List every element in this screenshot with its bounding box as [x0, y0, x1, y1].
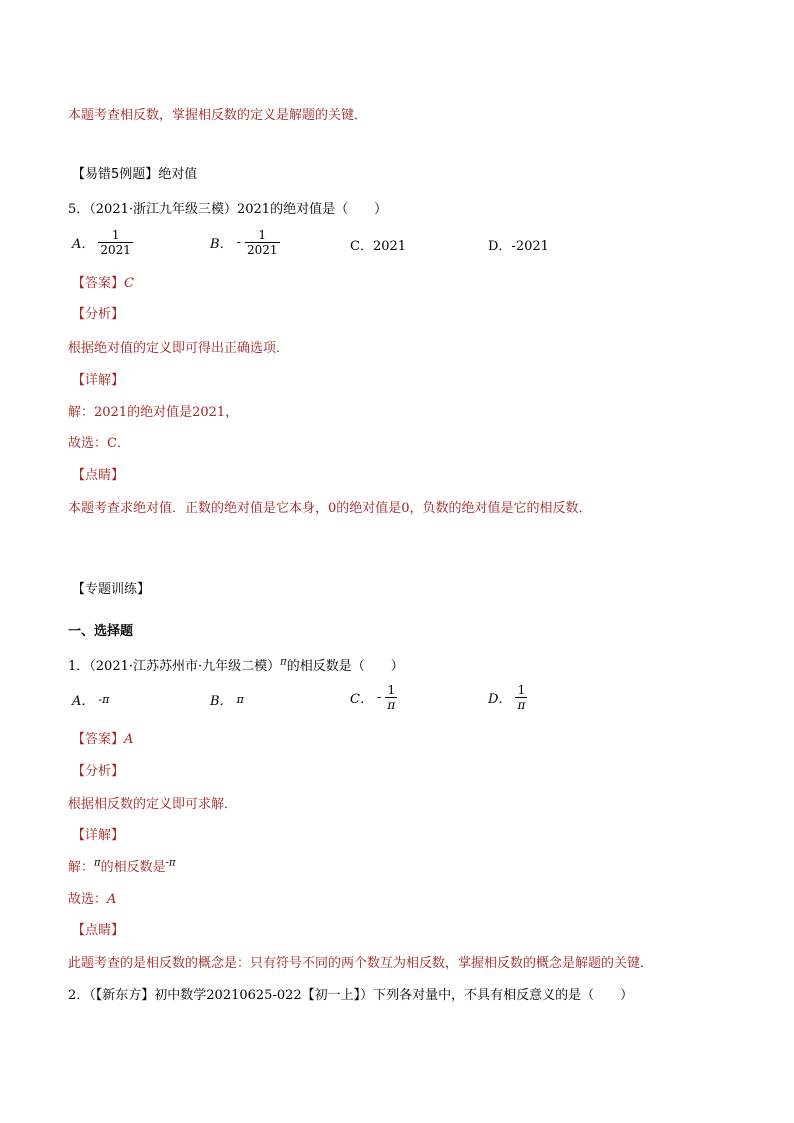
q1-option-d-num: 1 [517, 683, 526, 697]
q5-comment-label: 【点睛】 [72, 468, 125, 483]
q5-option-a-num: 1 [111, 228, 120, 242]
q1-detail-label: 【详解】 [72, 828, 125, 843]
q5-option-b-label: B． [210, 237, 233, 252]
q5-option-b-den: 2021 [246, 243, 278, 257]
q1-detail-pre: 解： [68, 860, 95, 875]
q1-analysis-text: 根据相反数的定义即可求解． [68, 797, 238, 812]
q5-option-a-label: A． [72, 237, 95, 252]
previous-conclusion: 本题考查相反数，掌握相反数的定义是解题的关键． [68, 108, 368, 123]
q1-detail-line1 [68, 856, 176, 875]
q5-option-b-fraction [245, 228, 280, 257]
q1-option-c-num: 1 [387, 683, 396, 697]
part-title: 一、选择题 [68, 624, 134, 639]
q5-option-a [72, 228, 133, 257]
q1-stem [68, 655, 404, 674]
q1-comment-text: 此题考查的是相反数的概念是：只有符号不同的两个数互为相反数，掌握相反数的概念是解题的关键． [68, 956, 654, 971]
q5-detail-line2: 故选：C． [68, 436, 130, 451]
q1-option-b-label: B． [210, 694, 233, 709]
q1-detail-neg: -π [165, 857, 176, 869]
q1-option-b [210, 690, 244, 709]
training-title: 【专题训练】 [72, 582, 151, 597]
q5-detail-label: 【详解】 [72, 373, 125, 388]
q5-analysis-text: 根据绝对值的定义即可得出正确选项． [68, 341, 290, 356]
q1-answer-label: 【答案】 [72, 732, 125, 747]
q1-stem-pi: π [280, 656, 287, 668]
q1-option-b-value: π [236, 693, 244, 706]
q1-option-c-fraction [385, 683, 397, 712]
q5-option-a-fraction [98, 228, 133, 257]
q5-option-a-den: 2021 [100, 243, 131, 257]
q5-answer-value: C [124, 276, 134, 291]
q1-comment-label: 【点睛】 [72, 923, 125, 938]
q1-option-c-sign: - [376, 690, 382, 705]
q1-analysis-label: 【分析】 [72, 764, 125, 779]
q2-stem: 2．（【新东方】初中数学20210625-022【初一上】）下列各对量中，不具有相反意义的是（ ） [68, 988, 634, 1003]
q1-stem-post: 的相反数是（ ） [286, 659, 404, 674]
q1-option-d-den: π [517, 698, 526, 712]
q1-option-a-value: -π [98, 693, 110, 706]
q5-option-d: D．-2021 [488, 239, 549, 254]
q1-option-d-fraction [515, 683, 527, 712]
q1-stem-pre: 1．（2021·江苏苏州市·九年级二模） [68, 659, 281, 674]
q5-answer-label: 【答案】 [72, 276, 125, 291]
q1-option-d-label: D． [488, 692, 512, 707]
q1-option-a [72, 690, 109, 709]
q5-option-c: C．2021 [350, 239, 407, 254]
q1-option-a-label: A． [72, 694, 95, 709]
q1-detail-line2-ans: A [107, 892, 117, 907]
q1-detail-line2 [68, 888, 116, 907]
q5-comment-text: 本题考查求绝对值．正数的绝对值是它本身，0的绝对值是0，负数的绝对值是它的相反数． [68, 501, 592, 516]
q5-answer [72, 272, 134, 291]
q5-option-b-num: 1 [258, 228, 267, 242]
q1-option-c-den: π [387, 698, 396, 712]
q5-option-b-sign: - [236, 235, 241, 250]
q5-stem: 5．（2021·浙江九年级三模）2021的绝对值是（ ） [68, 202, 388, 217]
q1-answer-value: A [124, 732, 134, 747]
q1-option-d [488, 683, 527, 712]
q1-detail-pi: π [94, 857, 101, 869]
q1-option-c [350, 683, 397, 712]
q5-option-b [210, 228, 280, 257]
section-title: 【易错5例题】绝对值 [72, 167, 198, 182]
q1-detail-line2-pre: 故选： [68, 892, 108, 907]
q1-detail-mid: 的相反数是 [100, 860, 166, 875]
q1-option-c-label: C． [350, 692, 373, 707]
q5-analysis-label: 【分析】 [72, 307, 125, 322]
q5-detail-line1: 解：2021的绝对值是2021， [68, 405, 239, 420]
q1-answer [72, 728, 133, 747]
